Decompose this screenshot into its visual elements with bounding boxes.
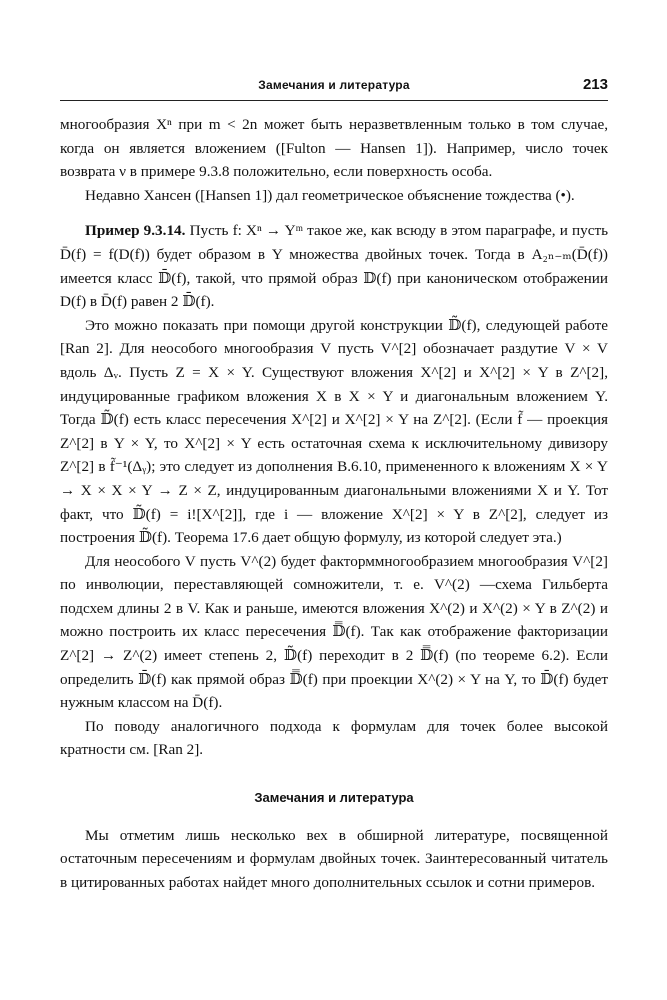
- running-head: Замечания и литература: [258, 78, 410, 92]
- paragraph-continuation: многообразия Xⁿ при m < 2n может быть неразветвленным только в том случае, когда он является вложением ([Fulton — Hansen 1]). Например, число точек возврата ν в примере 9.3.8 положительно, если поверхность особа.: [60, 116, 608, 181]
- paragraph-symmetric: Для неособого V пусть V^(2) будет факторммногообразием многообразия V^[2] по инволюции, переставляющей сомножители, т. е. V^(2) —схема Гильберта подсхем длины 2 в V. Как и раньше, имеются вложения X^(2) и X^(2) × Y в Z^(2) и можно построить их класс пересечения 𝔻̿(f). Так как отображение факторизации Z^[2] → Z^(2) имеет степень 2, 𝔻̃(f) переходит в 2 𝔻̿(f) (по теореме 6.2). Если определить 𝔻̄(f) как прямой образ 𝔻̿(f) при проекции X^(2) × Y на Y, то 𝔻̄(f) будет нужным классом на D̄(f).: [60, 552, 608, 712]
- header-rule: [60, 100, 608, 101]
- paragraph-higher-multiplicity: По поводу аналогичного подхода к формулам для точек более высокой кратности см. [Ran 2].: [60, 717, 608, 759]
- page-number: 213: [582, 76, 608, 93]
- section-title: Замечания и литература: [254, 790, 414, 806]
- paragraph-notes: Мы отметим лишь несколько вех в обширной литературе, посвященной остаточным пересечениям и формулам двойных точек. Заинтересованный читатель в цитированных работах найдет много дополнительных ссылок и сотни примеров.: [60, 826, 608, 891]
- paragraph-construction: Это можно показать при помощи другой конструкции 𝔻̃(f), следующей работе [Ran 2]. Для неособого многообразия V пусть V^[2] обозначает раздутие V × V вдоль Δᵥ. Пусть Z = X × Y. Существуют вложения X^[2] и X^[2] × Y в Z^[2], индуцированные графиком вложения X в X × Y и диагональным вложением Y. Тогда 𝔻̃(f) есть класс пересечения X^[2] и X^[2] × Y на Z^[2]. (Если f̃ — проекция Z^[2] в Y × Y, то X^[2] × Y есть остаточная схема к исключительному дивизору Z^[2] в f̃⁻¹(Δᵧ); это следует из дополнения B.6.10, примененного к вложениям X × Y → X × X × Y → Z × Z, индуцированным диагональными вложениями X и Y. Тот факт, что 𝔻̃(f) = i![X^[2]], где i — вложение X^[2] × Y в Z^[2], следует из построения 𝔻̃(f). Теорема 17.6 дает общую формулу, из которой следует эта.): [60, 316, 608, 547]
- example-label: Пример 9.3.14.: [85, 222, 186, 240]
- example-text: Пусть f: Xⁿ → Yᵐ такое же, как всюду в этом параграфе, и пусть D̄(f) = f(D(f)) будет образом в Y множества двойных точек. Тогда в A₂ₙ₋ₘ(D̄(f)) имеется класс 𝔻̄(f), такой, что прямой образ 𝔻(f) при каноническом отображении D(f) в D̄(f) равен 2 𝔻̄(f).: [60, 222, 609, 311]
- page-header: [60, 78, 608, 100]
- paragraph-hansen: Недавно Хансен ([Hansen 1]) дал геометрическое объяснение тождества (•).: [85, 186, 575, 204]
- example-paragraph: [60, 219, 608, 313]
- page-body: [60, 113, 608, 894]
